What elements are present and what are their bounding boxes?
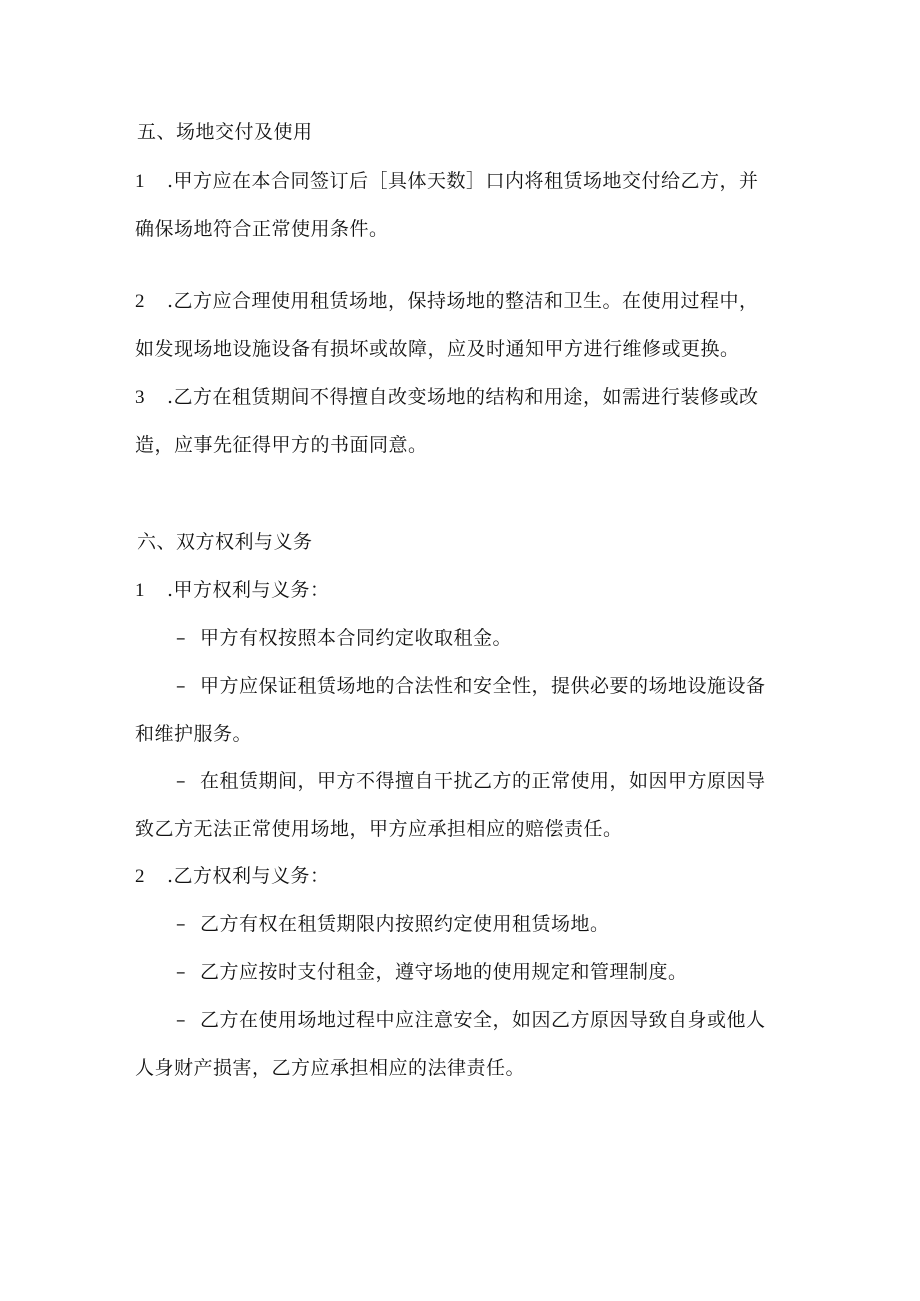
section-5-item-3-cont: 造，应事先征得甲方的书面同意。 [135,434,428,456]
list-item [176,626,512,650]
item-number: 1 [135,580,145,601]
list-item-text: 乙方有权在租赁期限内按照约定使用租赁场地。 [200,913,610,935]
section-6-heading: 六、双方权利与义务 [137,531,313,553]
section-5-item-1-cont: 确保场地符合正常使用条件。 [135,218,389,240]
item-text: .乙方在租赁期间不得擅自改变场地的结构和用途，如需进行装修或改 [167,386,759,408]
list-item-text: 乙方应按时支付租金，遵守场地的使用规定和管理制度。 [200,961,688,983]
item-number: 2 [135,291,145,312]
section-6-item-1 [135,578,330,603]
item-number: 2 [135,866,145,887]
item-title: .甲方权利与义务： [167,579,330,601]
list-item-cont: 人身财产损害，乙方应承担相应的法律责任。 [135,1057,526,1079]
dash-marker: – [176,961,186,983]
dash-marker: – [176,675,186,697]
item-number: 1 [135,171,145,192]
section-5-heading: 五、场地交付及使用 [137,121,313,143]
list-item [176,912,610,936]
dash-marker: – [176,1009,186,1031]
dash-marker: – [176,627,186,649]
list-item-text: 甲方应保证租赁场地的合法性和安全性，提供必要的场地设施设备 [200,675,766,697]
list-item-text: 在租赁期间，甲方不得擅自干扰乙方的正常使用，如因甲方原因导 [200,770,766,792]
dash-marker: – [176,770,186,792]
section-5-item-2 [135,289,759,314]
list-item [176,1008,766,1032]
item-text: .甲方应在本合同签订后［具体天数］口内将租赁场地交付给乙方，并 [167,170,759,192]
list-item-cont: 致乙方无法正常使用场地，甲方应承担相应的赔偿责任。 [135,818,623,840]
item-text: .乙方应合理使用租赁场地，保持场地的整洁和卫生。在使用过程中， [167,290,759,312]
dash-marker: – [176,913,186,935]
item-title: .乙方权利与义务： [167,865,330,887]
section-5-item-3 [135,385,759,410]
list-item-text: 甲方有权按照本合同约定收取租金。 [200,627,513,649]
section-5-item-2-cont: 如发现场地设施设备有损坏或故障，应及时通知甲方进行维修或更换。 [135,338,740,360]
list-item [176,769,766,793]
section-5-item-1 [135,169,759,194]
section-6-item-2 [135,864,330,889]
list-item [176,674,766,698]
item-number: 3 [135,387,145,408]
list-item-cont: 和维护服务。 [135,723,253,745]
list-item-text: 乙方在使用场地过程中应注意安全，如因乙方原因导致自身或他人 [200,1009,766,1031]
list-item [176,960,688,984]
